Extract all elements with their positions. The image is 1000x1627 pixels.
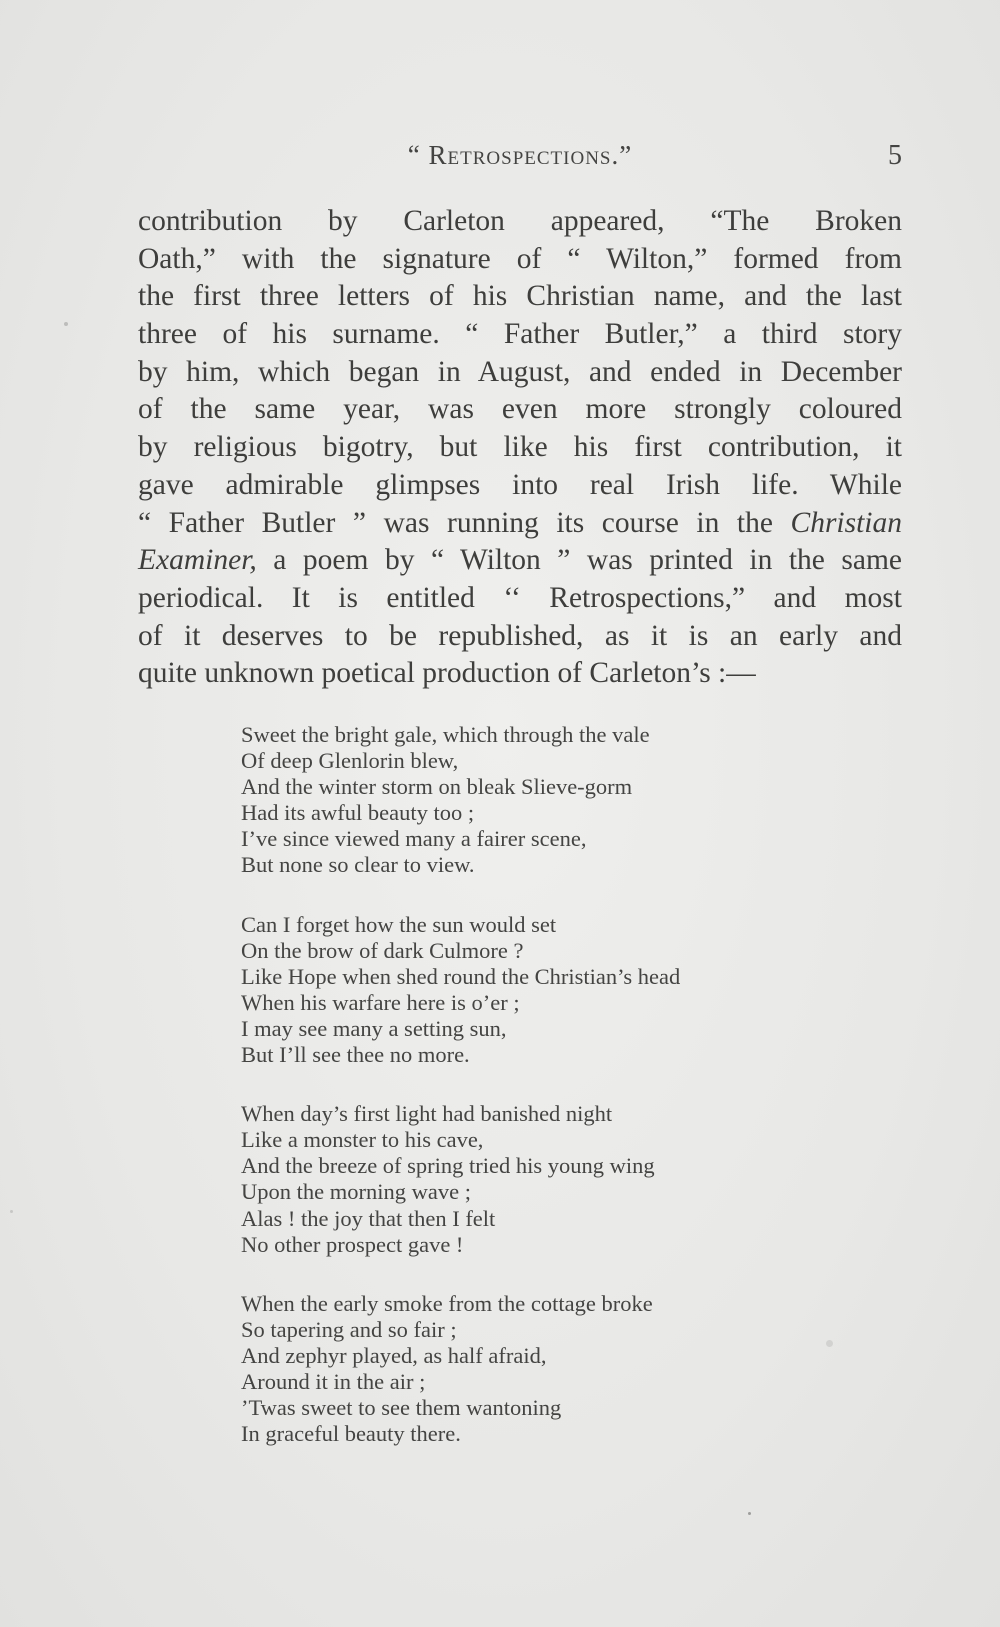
prose-line: the first three letters of his Christian name, and the last — [138, 280, 902, 313]
prose-paragraph — [138, 203, 902, 693]
poem-line: Around it in the air ; — [241, 1368, 426, 1394]
paper-speck — [10, 1210, 13, 1213]
prose-line: three of his surname. “ Father Butler,” a third story — [138, 318, 902, 351]
paper-speck — [826, 1340, 833, 1347]
prose-line-text: “ Father Butler ” was running its course in the — [138, 506, 791, 539]
poem-line: Like a monster to his cave, — [241, 1127, 484, 1153]
poem-line: No other prospect gave ! — [241, 1231, 464, 1257]
poem-line: When the early smoke from the cottage broke — [241, 1290, 653, 1316]
paper-speck — [748, 1512, 751, 1515]
poem-line: But I’ll see thee no more. — [241, 1042, 470, 1068]
poem-line: Of deep Glenlorin blew, — [241, 748, 459, 774]
poem-stanza — [241, 1101, 861, 1258]
running-head — [138, 140, 902, 180]
poem-stanza — [241, 912, 861, 1069]
poem-stanza — [241, 1291, 861, 1448]
prose-line: of it deserves to be republished, as it is an early and — [138, 619, 902, 652]
poem-line: In graceful beauty there. — [241, 1421, 461, 1447]
prose-line: contribution by Carleton appeared, “The Broken — [138, 205, 902, 237]
poem-line: And zephyr played, as half afraid, — [241, 1342, 547, 1368]
prose-line-with-italic — [138, 542, 902, 580]
prose-line: Oath,” with the signature of “ Wilton,” formed from — [138, 242, 902, 275]
poem-line: When his warfare here is o’er ; — [241, 989, 520, 1015]
prose-line: quite unknown poetical production of Carleton’s :— — [138, 657, 756, 690]
poem-stanza — [241, 722, 861, 879]
poem-line: Had its awful beauty too ; — [241, 800, 475, 826]
poem-line: Upon the morning wave ; — [241, 1179, 471, 1205]
poem-line: Can I forget how the sun would set — [241, 911, 557, 937]
running-title: “ Retrospections.” — [407, 140, 633, 170]
poem-line: But none so clear to view. — [241, 852, 475, 878]
prose-line-text: a poem by “ Wilton ” was printed in the same — [256, 544, 902, 577]
prose-line: by religious bigotry, but like his first contribution, it — [138, 431, 902, 464]
poem-line: Alas ! the joy that then I felt — [241, 1205, 496, 1231]
page-number: 5 — [888, 140, 902, 171]
poem-line: I’ve since viewed many a fairer scene, — [241, 826, 587, 852]
poem-line: On the brow of dark Culmore ? — [241, 937, 524, 963]
poem — [241, 722, 861, 1480]
italic-title-part: Examiner, — [138, 544, 257, 577]
prose-line: of the same year, was even more strongly coloured — [138, 393, 902, 426]
poem-line: Sweet the bright gale, which through the vale — [241, 722, 650, 747]
prose-line: periodical. It is entitled ‘‘ Retrospections,” and most — [138, 581, 902, 614]
prose-line: by him, which began in August, and ended in December — [138, 355, 902, 388]
italic-title-part: Christian — [790, 506, 902, 539]
poem-line: ’Twas sweet to see them wantoning — [241, 1395, 562, 1421]
poem-line: And the breeze of spring tried his young wing — [241, 1153, 655, 1179]
poem-line: I may see many a setting sun, — [241, 1015, 507, 1041]
poem-line: When day’s first light had banished night — [241, 1101, 613, 1127]
poem-line: So tapering and so fair ; — [241, 1316, 457, 1342]
poem-line: Like Hope when shed round the Christian’s head — [241, 963, 681, 989]
prose-line: gave admirable glimpses into real Irish life. While — [138, 468, 902, 501]
poem-line: And the winter storm on bleak Slieve-gorm — [241, 774, 633, 800]
prose-line-with-italic — [138, 505, 902, 543]
paper-speck — [64, 322, 68, 326]
